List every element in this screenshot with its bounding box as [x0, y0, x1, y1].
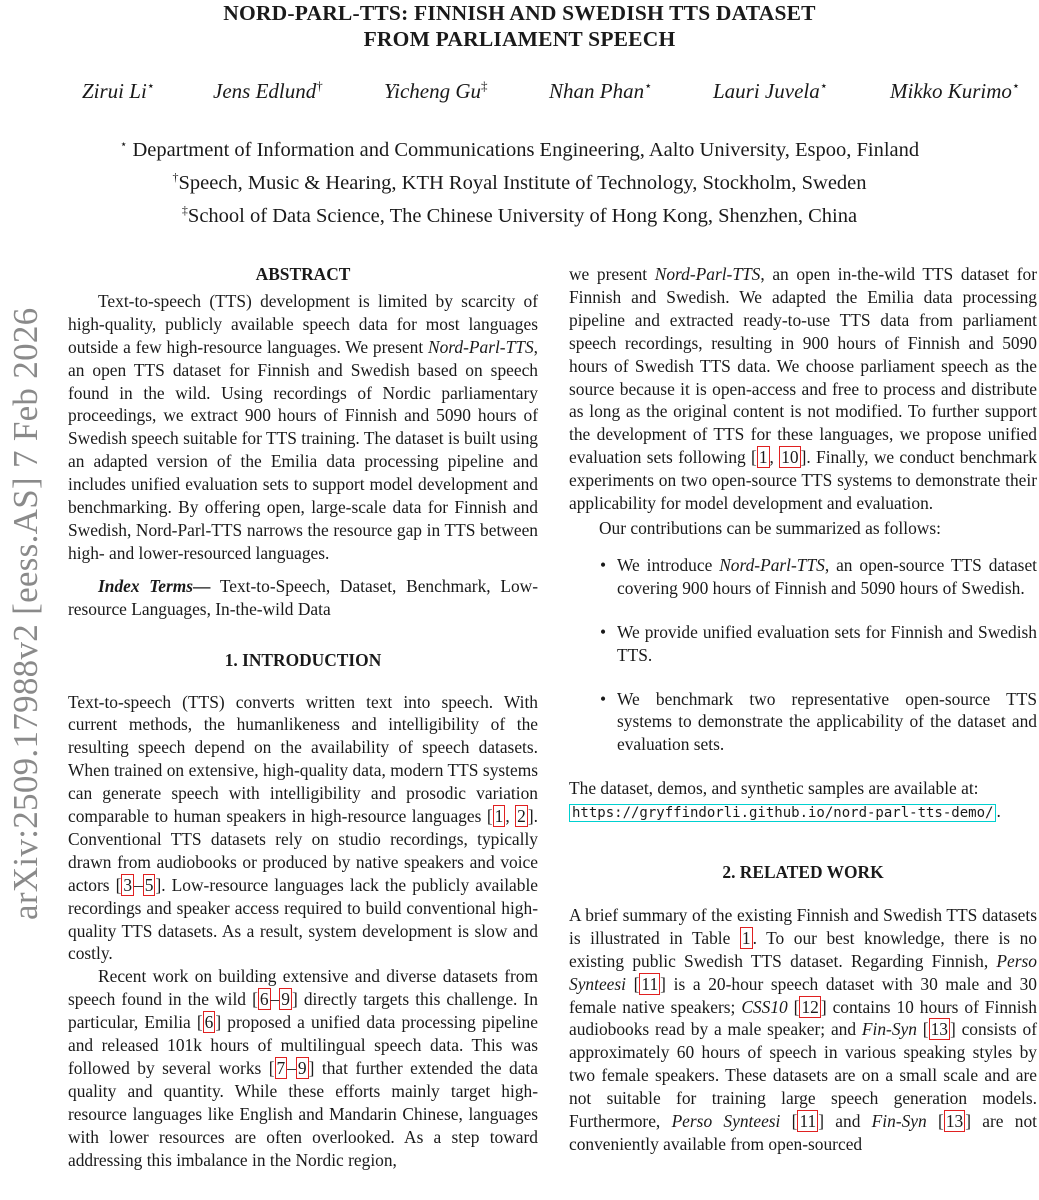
title-line-2: FROM PARLIAMENT SPEECH: [363, 27, 676, 51]
author: Mikko Kurimo⋆: [890, 78, 1021, 103]
citation-link[interactable]: 10: [781, 447, 799, 468]
intro-paragraph-2: Recent work on building extensive and diverse datasets from speech found in the wild [ 6 – 9 ] directly targets this challenge. In particular, Emilia [ 6 ] proposed a unified data processing pipeline and released 101k hours of multilingual speech data. This was followed by several works [ 7 – 9 ] that further extended the data quality and quantity. While these efforts mainly target high-resource languages like English and Mandarin Chinese, languages with lower resources are often overlooked. As a step toward addressing this imbalance in the Nordic region,: [68, 966, 538, 1170]
right-column: [569, 263, 1037, 1156]
index-terms: Index Terms— Text-to-Speech, Dataset, Benchmark, Low-resource Languages, In-the-wild Data: [68, 575, 538, 619]
citation-link[interactable]: 9: [281, 989, 290, 1010]
citation-link[interactable]: 12: [801, 996, 819, 1017]
list-item: • We provide unified evaluation sets for Finnish and Swedish TTS.: [569, 621, 1037, 667]
abstract-heading: ABSTRACT: [255, 264, 351, 284]
citation-link[interactable]: 5: [144, 874, 154, 895]
author: Yicheng Gu‡: [384, 78, 488, 103]
table-ref-link[interactable]: 1: [741, 927, 751, 948]
related-work-heading: 2. RELATED WORK: [722, 862, 884, 883]
citation-link[interactable]: 6: [204, 1012, 214, 1033]
author: Jens Edlund†: [213, 78, 323, 103]
contributions-intro: Our contributions can be summarized as follows:: [599, 517, 941, 538]
arxiv-stamp: arXiv:2509.17988v2 [eess.AS] 7 Feb 2026: [6, 307, 45, 920]
affiliation: †Speech, Music & Hearing, KTH Royal Institute of Technology, Stockholm, Sweden: [172, 170, 867, 194]
list-item: • We introduce Nord-Parl-TTS, an open-source TTS dataset covering 900 hours of Finnish and 5090 hours of Swedish.: [569, 554, 1037, 600]
availability-note: The dataset, demos, and synthetic samples are available at: https://gryffindorli.github.io/nord-parl-tts-demo/ .: [569, 778, 1001, 822]
citation-link[interactable]: 11: [799, 1111, 817, 1132]
citation-link[interactable]: 9: [297, 1058, 307, 1078]
abstract-text: Text-to-speech (TTS) development is limited by scarcity of high-quality, publicly available speech data for most languages outside a few high-resource languages. We present Nord-Parl-TTS, an open TTS dataset for Finnish and Swedish based on speech found in the wild. Using recordings of Nordic parliamentary proceedings, we extract 900 hours of Finnish and 5090 hours of Swedish speech suitable for TTS training. The dataset is built using an adapted version of the Emilia data processing pipeline and includes unified evaluation sets to support model development and benchmarking. By offering open, large-scale data for Finnish and Swedish, Nord-Parl-TTS narrows the resource gap in TTS between high- and lower-resourced languages.: [68, 290, 538, 563]
author: Nhan Phan⋆: [549, 78, 653, 103]
affiliation: ⋆ Department of Information and Communications Engineering, Aalto University, Espoo, Finland: [119, 137, 920, 161]
left-column: [68, 263, 538, 1172]
author: Zirui Li⋆: [82, 78, 155, 103]
title-line-1: NORD-PARL-TTS: FINNISH AND SWEDISH TTS DATASET: [223, 1, 816, 25]
demo-url-link[interactable]: https://gryffindorli.github.io/nord-parl-tts-demo/: [569, 804, 996, 822]
author: Lauri Juvela⋆: [713, 78, 828, 103]
paper-title: [0, 0, 1039, 52]
citation-link[interactable]: 7: [276, 1058, 286, 1078]
citation-link[interactable]: 1: [494, 806, 504, 827]
list-item: • We benchmark two representative open-source TTS systems to demonstrate the applicability of the dataset and evaluation sets.: [569, 688, 1037, 757]
author-list: [82, 78, 1032, 108]
citation-link[interactable]: 2: [517, 806, 526, 827]
intro-heading: 1. INTRODUCTION: [224, 649, 382, 670]
citation-link[interactable]: 13: [945, 1111, 964, 1132]
affiliations: [0, 131, 1039, 230]
affiliation: ‡School of Data Science, The Chinese University of Hong Kong, Shenzhen, China: [181, 203, 858, 227]
intro-paragraph-1: Text-to-speech (TTS) converts written text into speech. With current methods, the humanlikeness and intelligibility of the resulting speech depend on the availability of speech datasets. When trained on extensive, high-quality data, modern TTS systems can generate speech with intelligibility and prosodic variation comparable to human speakers in high-resource languages [ 1 , 2 ]. Conventional TTS datasets rely on studio recordings, typically drawn from audiobooks or produced by native speakers and voice actors [ 3 – 5 ]. Low-resource languages lack the publicly available recordings and speaker access required to build conventional high-quality TTS datasets. As a result, system development is slow and costly.: [68, 691, 538, 964]
citation-link[interactable]: 13: [930, 1019, 948, 1040]
citation-link[interactable]: 6: [259, 989, 269, 1010]
contributions-list: [569, 554, 1037, 756]
related-work-paragraph: A brief summary of the existing Finnish and Swedish TTS datasets is illustrated in Table 1 . To our best knowledge, there is no existing public Swedish TTS dataset. Regarding Finnish, Perso Synteesi [ 11 ] is a 20-hour speech dataset with 30 male and 30 female native speakers; CSS10 [ 12 ] contains 10 hours of Finnish audiobooks read by a male speaker; and Fin-Syn [ 13 ] consists of approximately 60 hours of speech in various speaking styles by two female speakers. These datasets are on a small scale and are not suitable for training large speech generation models. Furthermore, Perso Synteesi [ 11 ] and Fin-Syn [ 13 ] are not conveniently available from open-sourced: [569, 904, 1037, 1154]
intro-continuation: we present Nord-Parl-TTS, an open in-the-wild TTS dataset for Finnish and Swedish. We adapted the Emilia data processing pipeline and extracted ready-to-use TTS data from parliament speech recordings, resulting in 900 hours of Finnish and 5090 hours of Swedish TTS data. We choose parliament speech as the source because it is open-access and free to process and distribute as long as the original content is not modified. To further support the development of TTS for these languages, we propose unified evaluation sets following [ 1 , 10 ]. Finally, we conduct benchmark experiments on two open-source TTS systems to demonstrate their applicability for model development and evaluation.: [569, 264, 1038, 514]
citation-link[interactable]: 3: [123, 874, 133, 895]
citation-link[interactable]: 1: [758, 447, 768, 468]
citation-link[interactable]: 11: [641, 973, 659, 994]
